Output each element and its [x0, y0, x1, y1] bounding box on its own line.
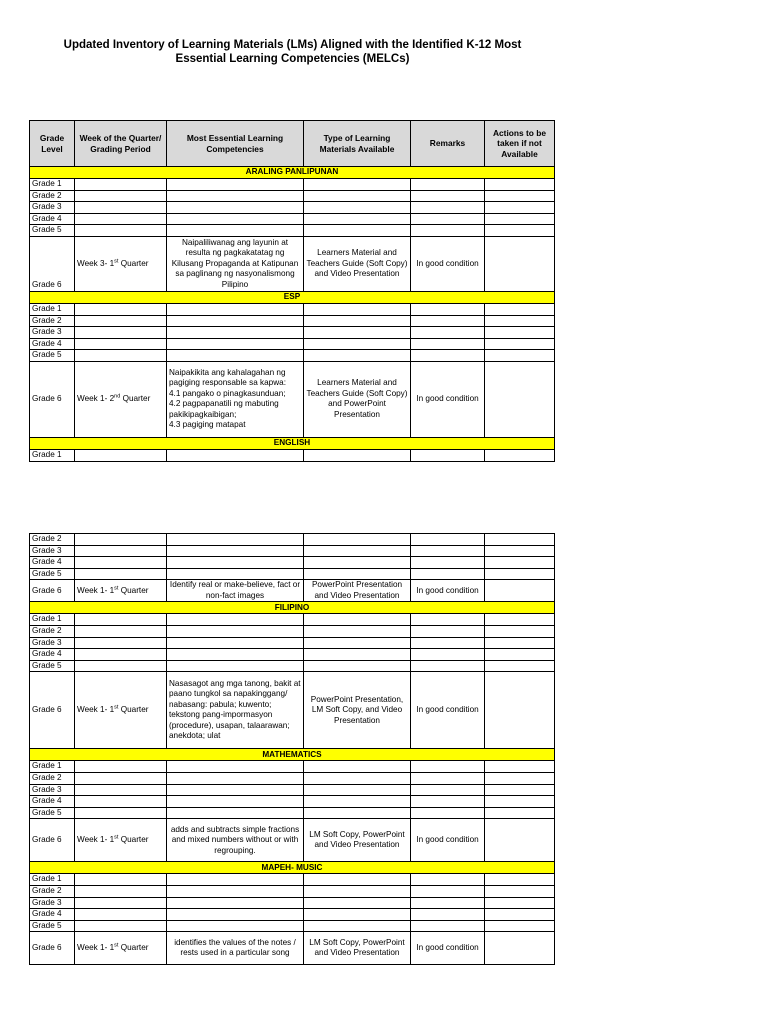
table-row	[30, 660, 555, 672]
grade-cell: Grade 4	[30, 213, 75, 225]
grade-cell: Grade 2	[30, 534, 75, 546]
actions-cell	[485, 580, 555, 602]
week-cell: Week 1- 1st Quarter	[75, 819, 167, 862]
grade-cell: Grade 6	[30, 819, 75, 862]
material-type-cell: PowerPoint Presentation and Video Presentation	[304, 580, 411, 602]
table-row	[30, 350, 555, 362]
grade-cell: Grade 6	[30, 672, 75, 749]
actions-cell	[485, 236, 555, 291]
table-row-grade-6	[30, 932, 555, 965]
melc-cell: Nasasagot ang mga tanong, bakit at paano tungkol sa napakinggang/ nabasang: pabula; kuwento; tekstong pang-impormasyon (procedure), usapan, talaarawan; anekdota; ulat	[167, 672, 304, 749]
table-row	[30, 545, 555, 557]
grade-cell: Grade 3	[30, 897, 75, 909]
title-line-1: Updated Inventory of Learning Materials (LMs) Aligned with the Identified K-12 Most	[63, 39, 522, 51]
week-cell: Week 3- 1st Quarter	[75, 236, 167, 291]
table-row-grade-6	[30, 580, 555, 602]
table-row	[30, 449, 555, 461]
section-title-english: ENGLISH	[30, 437, 555, 449]
actions-cell	[485, 361, 555, 437]
grade-cell: Grade 2	[30, 190, 75, 202]
week-cell: Week 1- 1st Quarter	[75, 932, 167, 965]
grade-cell: Grade 5	[30, 225, 75, 237]
material-type-cell: Learners Material and Teachers Guide (Soft Copy) and PowerPoint Presentation	[304, 361, 411, 437]
table-row	[30, 557, 555, 569]
material-type-cell: LM Soft Copy, PowerPoint and Video Presentation	[304, 819, 411, 862]
grade-cell: Grade 2	[30, 315, 75, 327]
remarks-cell: In good condition	[411, 819, 485, 862]
table-row	[30, 568, 555, 580]
section-title-mathematics: MATHEMATICS	[30, 749, 555, 761]
melc-line: 4.3 pagiging matapat	[169, 420, 246, 430]
grade-cell: Grade 5	[30, 660, 75, 672]
inventory-table-page-2	[29, 533, 555, 965]
table-row	[30, 225, 555, 237]
remarks-cell: In good condition	[411, 361, 485, 437]
grade-cell: Grade 6	[30, 361, 75, 437]
table-row	[30, 909, 555, 921]
melc-cell: Identify real or make-believe, fact or non-fact images	[167, 580, 304, 602]
melc-cell: identifies the values of the notes / rests used in a particular song	[167, 932, 304, 965]
grade-cell: Grade 6	[30, 580, 75, 602]
grade-cell: Grade 6	[30, 932, 75, 965]
section-row	[30, 862, 555, 874]
grade-cell: Grade 3	[30, 202, 75, 214]
table-row	[30, 772, 555, 784]
grade-cell: Grade 5	[30, 568, 75, 580]
melc-cell	[167, 361, 304, 437]
section-title-mapeh-music: MAPEH- MUSIC	[30, 862, 555, 874]
grade-cell: Grade 4	[30, 796, 75, 808]
table-row	[30, 625, 555, 637]
table-row-grade-6	[30, 672, 555, 749]
table-row	[30, 796, 555, 808]
section-title-esp: ESP	[30, 291, 555, 303]
grade-cell: Grade 6	[30, 236, 75, 291]
material-type-cell: LM Soft Copy, PowerPoint and Video Presentation	[304, 932, 411, 965]
table-row	[30, 920, 555, 932]
title-line-2: Essential Learning Competencies (MELCs)	[175, 53, 410, 65]
material-type-cell: Learners Material and Teachers Guide (Soft Copy) and Video Presentation	[304, 236, 411, 291]
header-actions: Actions to be taken if not Available	[485, 121, 555, 167]
section-row	[30, 749, 555, 761]
table-row-grade-6	[30, 361, 555, 437]
table-row	[30, 614, 555, 626]
table-header-row	[30, 121, 555, 167]
table-row	[30, 179, 555, 191]
grade-cell: Grade 4	[30, 557, 75, 569]
grade-cell: Grade 1	[30, 303, 75, 315]
table-row	[30, 649, 555, 661]
table-row	[30, 327, 555, 339]
table-row	[30, 534, 555, 546]
actions-cell	[485, 672, 555, 749]
section-row	[30, 291, 555, 303]
table-row	[30, 874, 555, 886]
melc-line: Naipakikita ang kahalagahan ng pagiging responsable sa kapwa:	[169, 367, 286, 388]
melc-line: 4.1 pangako o pinagkasunduan;	[169, 388, 286, 398]
table-row	[30, 897, 555, 909]
document-title	[30, 38, 555, 66]
grade-cell: Grade 4	[30, 909, 75, 921]
header-remarks: Remarks	[411, 121, 485, 167]
header-grade-level: Grade Level	[30, 121, 75, 167]
remarks-cell: In good condition	[411, 672, 485, 749]
grade-cell: Grade 3	[30, 327, 75, 339]
grade-cell: Grade 1	[30, 614, 75, 626]
header-week: Week of the Quarter/ Grading Period	[75, 121, 167, 167]
remarks-cell: In good condition	[411, 932, 485, 965]
table-row	[30, 190, 555, 202]
header-melc: Most Essential Learning Competencies	[167, 121, 304, 167]
grade-cell: Grade 5	[30, 350, 75, 362]
grade-cell: Grade 5	[30, 807, 75, 819]
grade-cell: Grade 1	[30, 449, 75, 461]
section-title-filipino: FILIPINO	[30, 602, 555, 614]
grade-cell: Grade 1	[30, 179, 75, 191]
grade-cell: Grade 2	[30, 772, 75, 784]
grade-cell: Grade 2	[30, 885, 75, 897]
actions-cell	[485, 819, 555, 862]
table-row	[30, 885, 555, 897]
table-row	[30, 761, 555, 773]
table-row	[30, 637, 555, 649]
inventory-table-page-1	[29, 120, 555, 462]
grade-cell: Grade 1	[30, 761, 75, 773]
actions-cell	[485, 932, 555, 965]
table-row	[30, 784, 555, 796]
grade-cell: Grade 1	[30, 874, 75, 886]
melc-cell: Naipaliliwanag ang layunin at resulta ng pagkakatatag ng Kilusang Propaganda at Katipunan sa paglinang ng nasyonalismong Pilipino	[167, 236, 304, 291]
table-row-grade-6	[30, 819, 555, 862]
grade-cell: Grade 4	[30, 338, 75, 350]
material-type-cell: PowerPoint Presentation, LM Soft Copy, and Video Presentation	[304, 672, 411, 749]
table-row	[30, 303, 555, 315]
grade-cell: Grade 3	[30, 545, 75, 557]
melc-line: 4.2 pagpapanatili ng mabuting pakikipagkaibigan;	[169, 399, 279, 419]
table-row	[30, 807, 555, 819]
melc-cell: adds and subtracts simple fractions and mixed numbers without or with regrouping.	[167, 819, 304, 862]
table-row	[30, 213, 555, 225]
grade-cell: Grade 3	[30, 784, 75, 796]
week-cell: Week 1- 2nd Quarter	[75, 361, 167, 437]
remarks-cell: In good condition	[411, 580, 485, 602]
table-row	[30, 315, 555, 327]
section-row	[30, 437, 555, 449]
section-row	[30, 602, 555, 614]
grade-cell: Grade 2	[30, 625, 75, 637]
table-row	[30, 202, 555, 214]
grade-cell: Grade 3	[30, 637, 75, 649]
section-title-araling-panlipunan: ARALING PANLIPUNAN	[30, 167, 555, 179]
table-row-grade-6	[30, 236, 555, 291]
header-type: Type of Learning Materials Available	[304, 121, 411, 167]
week-cell: Week 1- 1st Quarter	[75, 580, 167, 602]
grade-cell: Grade 5	[30, 920, 75, 932]
section-row	[30, 167, 555, 179]
remarks-cell: In good condition	[411, 236, 485, 291]
week-cell: Week 1- 1st Quarter	[75, 672, 167, 749]
grade-cell: Grade 4	[30, 649, 75, 661]
table-row	[30, 338, 555, 350]
